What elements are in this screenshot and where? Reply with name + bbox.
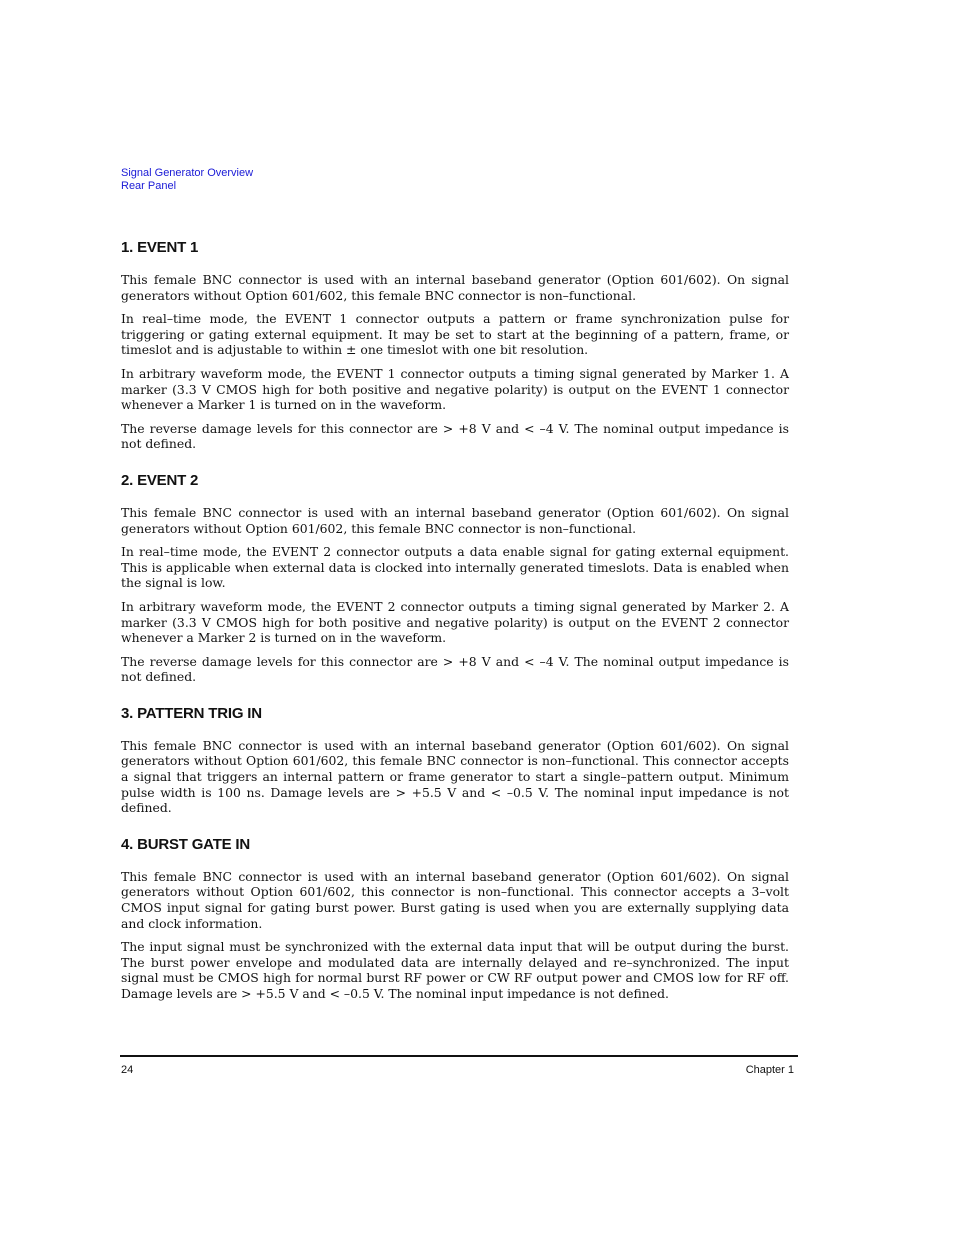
paragraph: In real–time mode, the EVENT 1 connector outputs a pattern or frame synchronization pulse for triggering or gating external equipment. It may be set to start at the beginning of a pattern, frame, or timeslot and is adjustable to within ± one timeslot with one bit resolution. (121, 311, 789, 358)
section-pattern-trig-in (121, 704, 789, 816)
breadcrumb-link-rear-panel[interactable]: Rear Panel (121, 180, 177, 192)
section-heading: 2. EVENT 2 (121, 471, 199, 489)
paragraph: In real–time mode, the EVENT 2 connector outputs a data enable signal for gating external equipment. This is applicable when external data is clocked into internally generated timeslots. Data is enabled when the signal is low. (121, 544, 789, 591)
paragraph: In arbitrary waveform mode, the EVENT 1 connector outputs a timing signal generated by Marker 1. A marker (3.3 V CMOS high for both positive and negative polarity) is output on the EVENT 1 connector whenever a Marker 1 is turned on in the waveform. (121, 365, 789, 413)
section-heading: 3. PATTERN TRIG IN (121, 704, 262, 722)
paragraph: The reverse damage levels for this connector are > +8 V and < –4 V. The nominal output impedance is not defined. (121, 653, 789, 685)
main-content (121, 238, 789, 1021)
footer-divider (120, 1055, 798, 1057)
section-heading: 4. BURST GATE IN (121, 835, 251, 853)
section-heading: 1. EVENT 1 (121, 239, 199, 256)
page-number: 24 (121, 1064, 134, 1076)
paragraph: The input signal must be synchronized with the external data input that will be output during the burst. The burst power envelope and modulated data are internally delayed and re–synchronized. The input signal must be CMOS high for normal burst RF power or CW RF output power and CMOS low for RF off. Damage levels are > +5.5 V and < –0.5 V. The nominal input impedance is not defined. (121, 939, 789, 1001)
section-event-1 (121, 238, 789, 452)
section-event-2 (121, 471, 789, 685)
breadcrumb-link-overview[interactable]: Signal Generator Overview (121, 167, 254, 179)
paragraph: This female BNC connector is used with an internal baseband generator (Option 601/602). On signal generators without Option 601/602, this female BNC connector is non–functional. This connector accepts a signal that triggers an internal pattern or frame generator to start a single–pattern output. Minimum pulse width is 100 ns. Damage levels are > +5.5 V and < –0.5 V. The nominal input impedance is not defined. (121, 737, 789, 816)
paragraph: This female BNC connector is used with an internal baseband generator (Option 601/602). On signal generators without Option 601/602, this female BNC connector is non–functional. (121, 504, 789, 536)
section-burst-gate-in (121, 835, 789, 1002)
paragraph: This female BNC connector is used with an internal baseband generator (Option 601/602). On signal generators without Option 601/602, this connector is non–functional. This connector accepts a 3–volt CMOS input signal for gating burst power. Burst gating is used when you are externally supplying data and clock information. (121, 868, 789, 931)
paragraph: This female BNC connector is used with an internal baseband generator (Option 601/602). On signal generators without Option 601/602, this female BNC connector is non–functional. (121, 272, 789, 303)
breadcrumb (121, 167, 253, 193)
paragraph: The reverse damage levels for this connector are > +8 V and < –4 V. The nominal output impedance is not defined. (121, 420, 789, 452)
chapter-label: Chapter 1 (745, 1064, 794, 1076)
paragraph: In arbitrary waveform mode, the EVENT 2 connector outputs a timing signal generated by Marker 2. A marker (3.3 V CMOS high for both positive and negative polarity) is output on the EVENT 2 connector whenever a Marker 2 is turned on in the waveform. (121, 598, 789, 646)
